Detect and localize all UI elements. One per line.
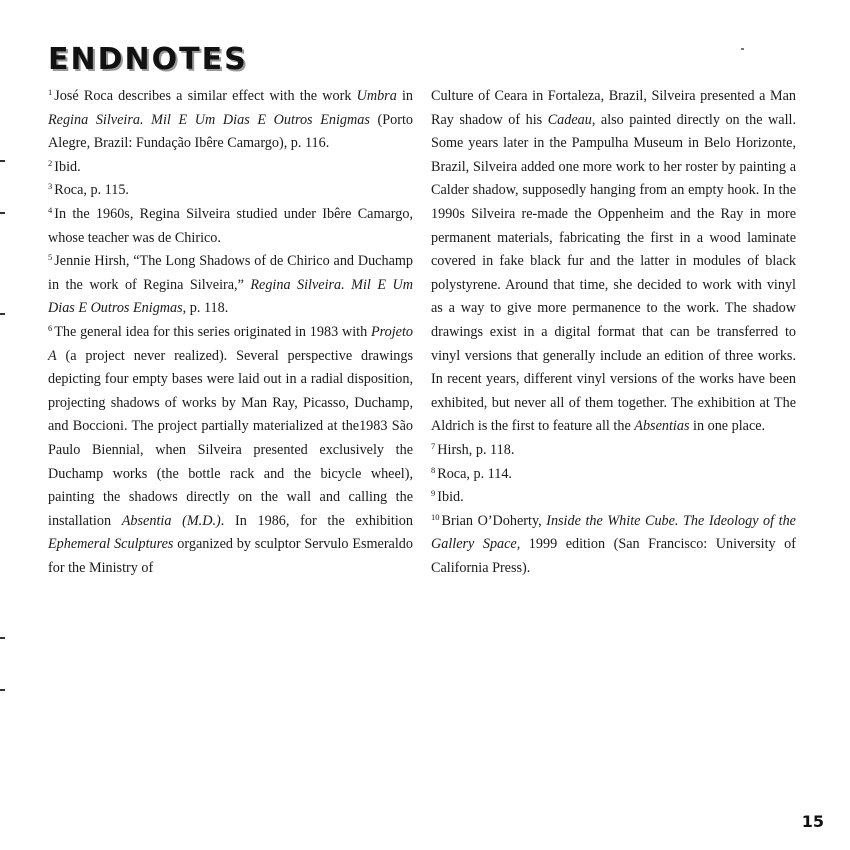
endnote-number: 10 xyxy=(431,511,440,522)
endnote-text: Ibid. xyxy=(437,489,464,506)
endnote-text: Brian O’Doherty, xyxy=(441,512,547,529)
endnote-text: Roca, p. 115. xyxy=(54,182,129,199)
endnote-text: Jennie Hirsh, “The Long Shadows of de Chirico and Duchamp in the work of Regina Silveira,” xyxy=(48,253,413,293)
endnote-text: (Porto Alegre, Brazil: Fundação Ibêre Camargo), p. 116. xyxy=(48,111,414,152)
endnote-number: 4 xyxy=(48,204,53,215)
endnote-title-italic: Absentias xyxy=(634,418,690,435)
margin-mark xyxy=(0,689,5,691)
endnote-text: The general idea for this series originated in 1983 with xyxy=(54,323,371,340)
endnote xyxy=(48,85,413,156)
endnote-title-italic: Absentia (M.D.) xyxy=(121,512,221,529)
endnote xyxy=(431,486,796,510)
endnote-number: 2 xyxy=(48,157,53,168)
endnote xyxy=(48,203,413,250)
endnote-text: , p. 118. xyxy=(182,300,229,317)
endnote-text: (a project never realized). Several perspective drawings depicting four empty bases were laid out in a radial disposition, projecting shadows of works by Man Ray, Picasso, Duchamp, and Boccioni. The project partially materialized at the1983 São Paulo Biennial, when Silveira presented exclusively the Duchamp works (the bottle rack and the bicycle wheel), painting the shadows directly on the wall and calling the installation xyxy=(48,347,413,529)
endnote-text: , 1999 edition (San Francisco: University of California Press). xyxy=(431,536,796,576)
margin-mark xyxy=(0,313,5,315)
page-title: ENDNOTES xyxy=(48,42,248,77)
endnote-text: in one place. xyxy=(689,418,766,435)
endnote-text: , also painted directly on the wall. Some years later in the Pampulha Museum in Belo Horizonte, Brazil, Silveira added one more work to her roster by painting a Calder shadow, supposedly hanging from an empty hook. In the 1990s Silveira re-made the Oppenheim and the Ray in more permanent materials, fabricating the first in a wood laminate covered in fake black fur and the latter in modules of black polystyrene. Around that time, she decided to work with vinyl as a way to give more permanence to the work. The shadow drawings exist in a digital format that can be transferred to vinyl versions that generally include an edition of three works. In recent years, different vinyl versions of the works have been exhibited, but never all of them together. The exhibition at The Aldrich is the first to feature all the xyxy=(431,111,797,435)
endnote-number: 6 xyxy=(48,322,53,333)
endnote-title-italic: Projeto A xyxy=(48,323,413,364)
endnote-number: 7 xyxy=(431,440,436,451)
margin-mark xyxy=(0,212,5,214)
endnote-number: 1 xyxy=(48,87,53,97)
endnote-title-italic: Ephemeral Sculptures xyxy=(48,536,174,553)
endnote-text: in xyxy=(396,88,414,104)
endnote xyxy=(431,439,796,463)
margin-mark xyxy=(0,160,5,162)
endnotes-left-column xyxy=(48,85,413,580)
endnote xyxy=(48,321,413,581)
endnotes-right-column xyxy=(431,85,796,580)
endnote xyxy=(48,156,413,180)
endnote-title-italic: Regina Silveira. Mil E Um Dias E Outros Enigmas xyxy=(48,111,370,128)
endnote-number: 8 xyxy=(431,464,436,475)
margin-mark xyxy=(0,637,5,639)
endnote-text: Hirsh, p. 118. xyxy=(437,441,515,458)
endnote-text: José Roca describes a similar effect with the work xyxy=(54,88,357,104)
endnote-text: Culture of Ceara in Fortaleza, Brazil, Silveira presented a Man Ray shadow of his xyxy=(431,88,796,128)
endnote xyxy=(48,179,413,203)
endnote-title-italic: Umbra xyxy=(356,88,397,104)
endnote-number: 9 xyxy=(431,488,436,499)
endnote-number: 5 xyxy=(48,252,53,263)
endnote-title-italic: Inside the White Cube. The Ideology of the Gallery Space xyxy=(431,512,796,553)
endnote-title-italic: Regina Silveira. Mil E Um Dias E Outros Enigmas xyxy=(48,276,413,317)
endnote-text: Roca, p. 114. xyxy=(437,465,512,482)
endnote-text: . In 1986, for the exhibition xyxy=(220,512,413,529)
endnote-number: 3 xyxy=(48,181,53,192)
endnote xyxy=(431,85,796,439)
endnote-title-italic: Cadeau xyxy=(547,111,592,128)
endnote xyxy=(431,510,796,581)
endnote xyxy=(48,250,413,321)
endnote-text: Ibid. xyxy=(54,158,81,175)
endnote-text: organized by sculptor Servulo Esmeraldo for the Ministry of xyxy=(48,536,413,576)
page-number: 15 xyxy=(801,812,824,831)
scan-speck xyxy=(741,48,744,50)
endnote xyxy=(431,463,796,487)
endnote-text: In the 1960s, Regina Silveira studied under Ibêre Camargo, whose teacher was de Chirico. xyxy=(48,205,413,246)
